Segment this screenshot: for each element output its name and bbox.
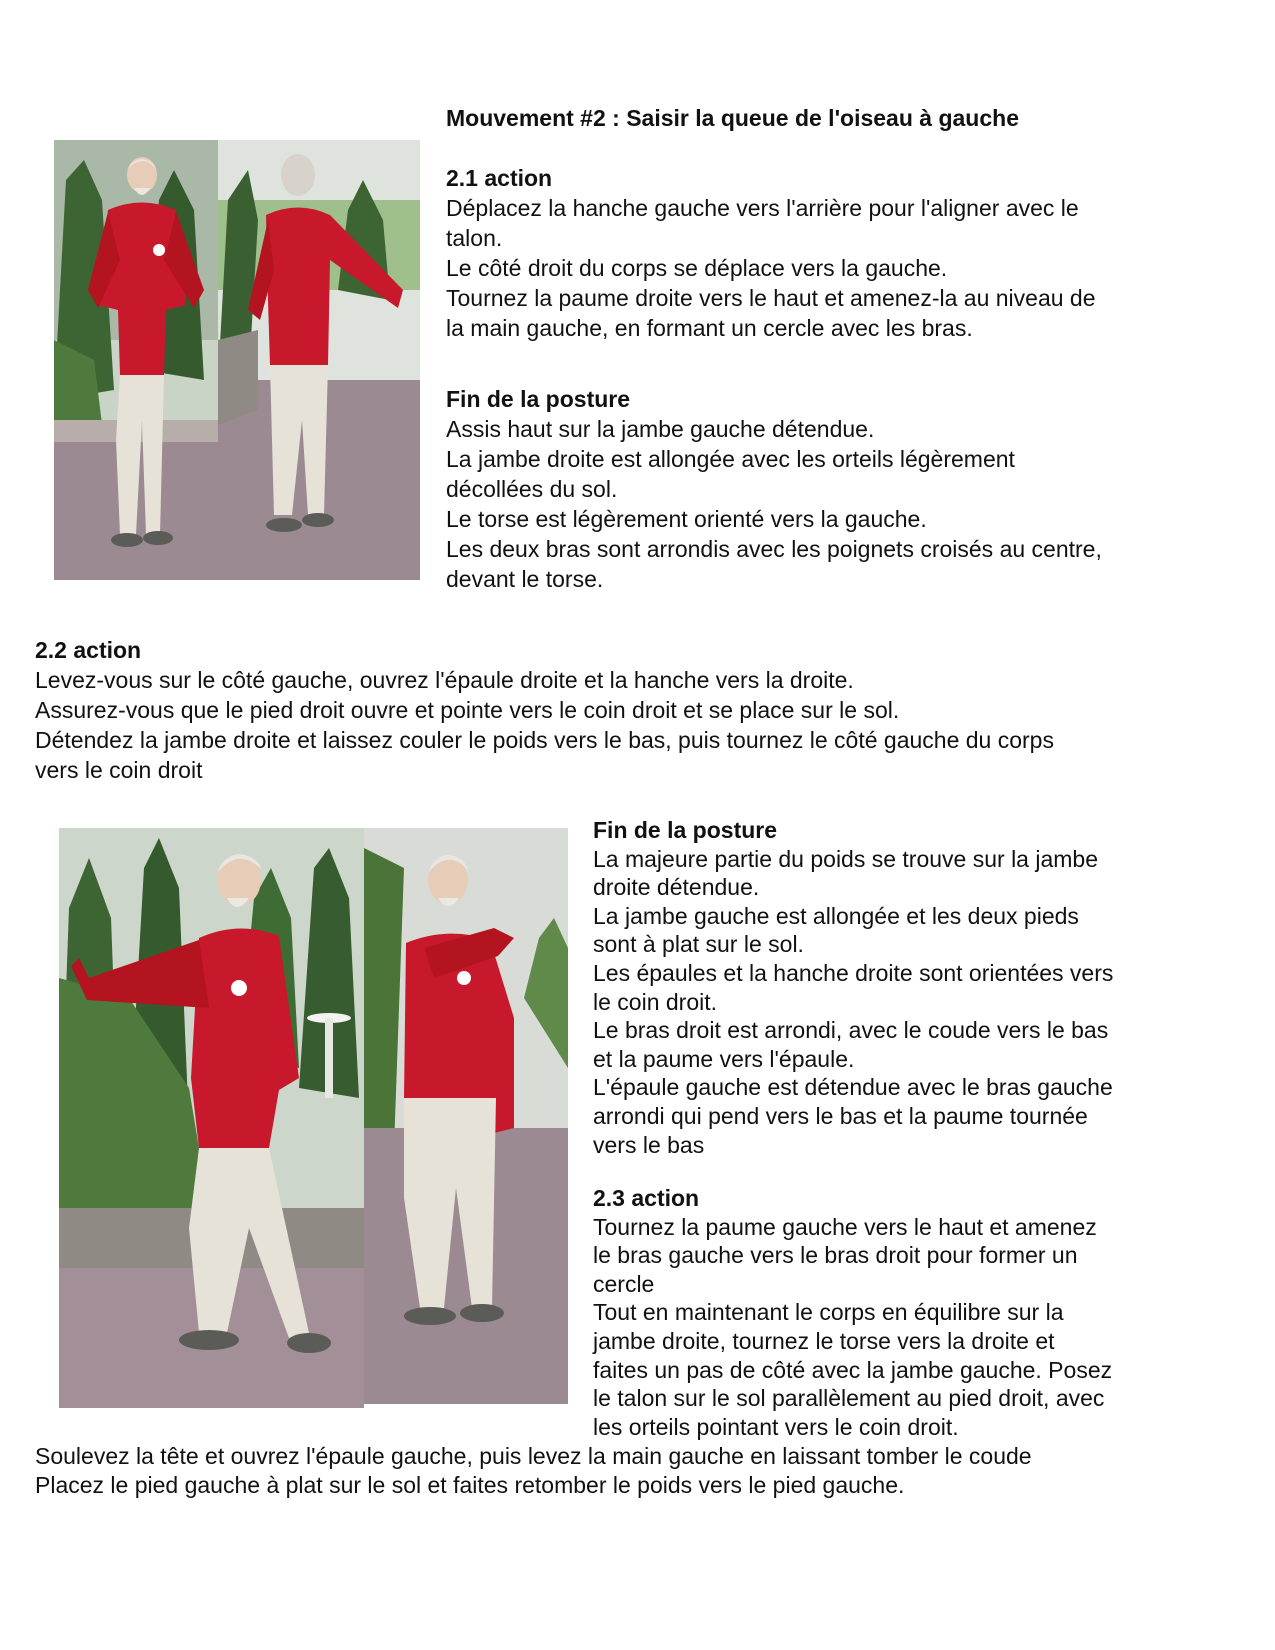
section-2-2-heading: 2.2 action — [35, 637, 142, 663]
text-line: la main gauche, en formant un cercle avec les bras. — [446, 315, 973, 341]
text-line: Assis haut sur la jambe gauche détendue. — [446, 416, 875, 442]
text-line: vers le coin droit — [35, 757, 203, 783]
text-line: le bras gauche vers le bras droit pour former un — [593, 1242, 1078, 1269]
text-line: vers le bas — [593, 1131, 705, 1158]
text-line: Le côté droit du corps se déplace vers la gauche. — [446, 255, 948, 281]
text-line: La jambe gauche est allongée et les deux pieds — [593, 902, 1079, 929]
text-line: Les deux bras sont arrondis avec les poignets croisés au centre, — [446, 536, 1102, 562]
photo-posture-2-side — [364, 828, 568, 1404]
text-line: les orteils pointant vers le coin droit. — [593, 1413, 959, 1440]
text-line: cercle — [593, 1270, 655, 1297]
text-line: devant le torse. — [446, 566, 604, 592]
section-2-2 — [35, 635, 1054, 785]
posture-end-2-heading: Fin de la posture — [593, 817, 778, 843]
posture-end-2 — [593, 816, 1113, 1159]
photo-posture-1-back — [218, 140, 420, 580]
photo-posture-1-front — [54, 140, 218, 580]
text-line: Placez le pied gauche à plat sur le sol et faites retomber le poids vers le pied gauche. — [35, 1471, 905, 1498]
text-line: sont à plat sur le sol. — [593, 931, 804, 958]
section-2-1-heading: 2.1 action — [446, 165, 553, 191]
text-line: La majeure partie du poids se trouve sur la jambe — [593, 845, 1099, 872]
photo-posture-2-front — [59, 828, 364, 1408]
text-line: Soulevez la tête et ouvrez l'épaule gauche, puis levez la main gauche en laissant tomber le coude — [35, 1443, 1032, 1469]
text-line: Le bras droit est arrondi, avec le coude vers le bas — [593, 1017, 1109, 1044]
page-title: Mouvement #2 : Saisir la queue de l'oiseau à gauche — [446, 105, 1019, 131]
section-2-3 — [593, 1184, 1112, 1441]
text-line: arrondi qui pend vers le bas et la paume tournée — [593, 1102, 1088, 1129]
text-line: faites un pas de côté avec la jambe gauche. Posez — [593, 1356, 1113, 1383]
text-line: Détendez la jambe droite et laissez couler le poids vers le bas, puis tournez le côté gauche du corps — [35, 727, 1054, 753]
posture-end-1-heading: Fin de la posture — [446, 386, 631, 412]
text-line: le talon sur le sol parallèlement au pied droit, avec — [593, 1385, 1105, 1412]
text-line: le coin droit. — [593, 988, 718, 1015]
text-line: Le torse est légèrement orienté vers la gauche. — [446, 506, 927, 532]
text-line: et la paume vers l'épaule. — [593, 1045, 855, 1072]
text-line: Les épaules et la hanche droite sont orientées vers — [593, 959, 1114, 986]
section-2-3-continued — [35, 1442, 1032, 1499]
text-line: talon. — [446, 225, 503, 251]
text-line: Déplacez la hanche gauche vers l'arrière pour l'aligner avec le — [446, 195, 1079, 221]
posture-end-1 — [446, 384, 1102, 594]
text-line: droite détendue. — [593, 874, 760, 901]
text-line: Tournez la paume gauche vers le haut et amenez — [593, 1213, 1097, 1240]
text-line: La jambe droite est allongée avec les orteils légèrement — [446, 446, 1015, 472]
text-line: décollées du sol. — [446, 476, 618, 502]
text-line: jambe droite, tournez le torse vers la droite et — [593, 1327, 1055, 1354]
text-line: L'épaule gauche est détendue avec le bras gauche — [593, 1074, 1113, 1101]
section-2-3-heading: 2.3 action — [593, 1185, 700, 1211]
text-line: Assurez-vous que le pied droit ouvre et pointe vers le coin droit et se place sur le sol. — [35, 697, 900, 723]
section-2-1 — [446, 163, 1096, 343]
text-line: Tout en maintenant le corps en équilibre sur la — [593, 1299, 1064, 1326]
text-line: Tournez la paume droite vers le haut et amenez-la au niveau de — [446, 285, 1096, 311]
text-line: Levez-vous sur le côté gauche, ouvrez l'épaule droite et la hanche vers la droite. — [35, 667, 854, 693]
